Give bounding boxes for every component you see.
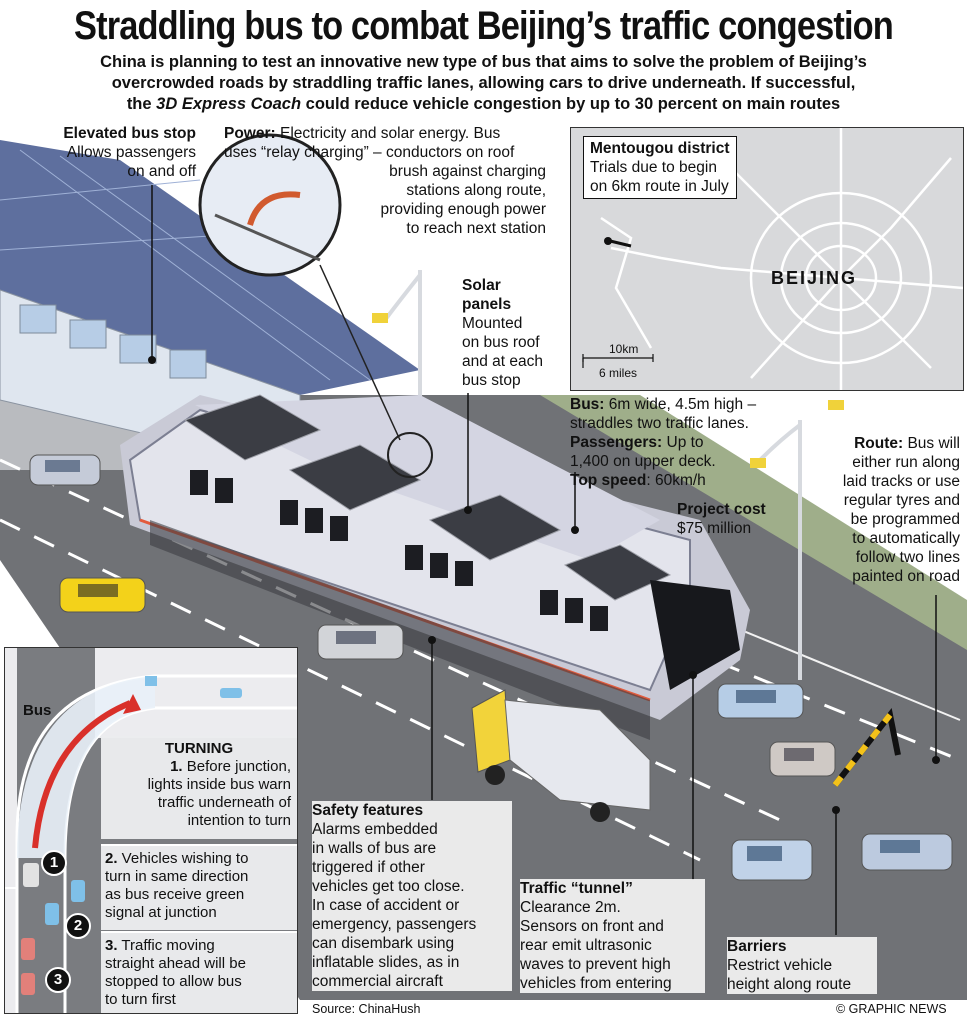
bus-stop-label: Elevated bus stop Allows passengers on and off [63, 125, 196, 180]
route-label: Route: Bus will either run along laid tracks or use regular tyres and be programmed to automatically follow two lines painted on road [842, 435, 960, 585]
headline: Straddling bus to combat Beijing’s traffic congestion [74, 4, 893, 48]
turning-heading: TURNING [164, 740, 234, 757]
source-note: Source: ChinaHush [312, 1002, 421, 1016]
solar-panels-label: Solar panels Mounted on bus roof and at each bus stop [462, 277, 544, 389]
beijing-map [570, 127, 964, 391]
power-label: Power: Electricity and solar energy. Bus uses “relay charging” – conductors on roof [224, 125, 515, 161]
scale-km: 10km [609, 342, 639, 356]
inset-bus-label: Bus [23, 702, 52, 719]
step-marker-3: 3 [45, 967, 71, 993]
turning-step-2: 2. Vehicles wishing to turn in same direction as bus receive green signal at junction [101, 844, 297, 930]
turning-step-1: TURNING 1. Before junction, lights inside bus warn traffic underneath of intention to turn [101, 736, 297, 839]
intro-text: China is planning to test an innovative new type of bus that aims to solve the problem of Beijing’s overcrowded roads by straddling traffic lanes, allowing cars to drive underneath. If successful, the 3D Express Coach could reduce vehicle congestion by up to 30 percent on main routes [100, 53, 867, 113]
step-marker-2: 2 [65, 913, 91, 939]
barriers-label: Barriers Restrict vehicle height along route [727, 937, 877, 994]
mentougou-callout: Mentougou district Trials due to begin on 6km route in July [583, 136, 737, 199]
turning-inset [4, 647, 298, 1014]
city-name: BEIJING [771, 268, 858, 288]
step-marker-1: 1 [41, 850, 67, 876]
power-label-cont: brush against charging stations along route, providing enough power to reach next station [380, 163, 546, 237]
turning-step-3: 3. Traffic moving straight ahead will be stopped to allow bus to turn first [101, 931, 297, 1014]
bus-specs-label: Bus: 6m wide, 4.5m high – straddles two traffic lanes. Passengers: Up to 1,400 on upper deck. Top speed: 60km/h [570, 396, 757, 489]
safety-features-label: Safety features Alarms embedded in walls of bus are triggered if other vehicles get too close. In case of accident or emergency, passengers can disembark using inflatable slides, as in commercial aircraft [312, 801, 512, 991]
credit: © GRAPHIC NEWS [836, 1002, 947, 1016]
traffic-tunnel-label: Traffic “tunnel” Clearance 2m. Sensors on front and rear emit ultrasonic waves to prevent high vehicles from entering [520, 879, 705, 993]
scale-miles: 6 miles [599, 366, 638, 380]
project-cost-label: Project cost $75 million [677, 501, 766, 537]
